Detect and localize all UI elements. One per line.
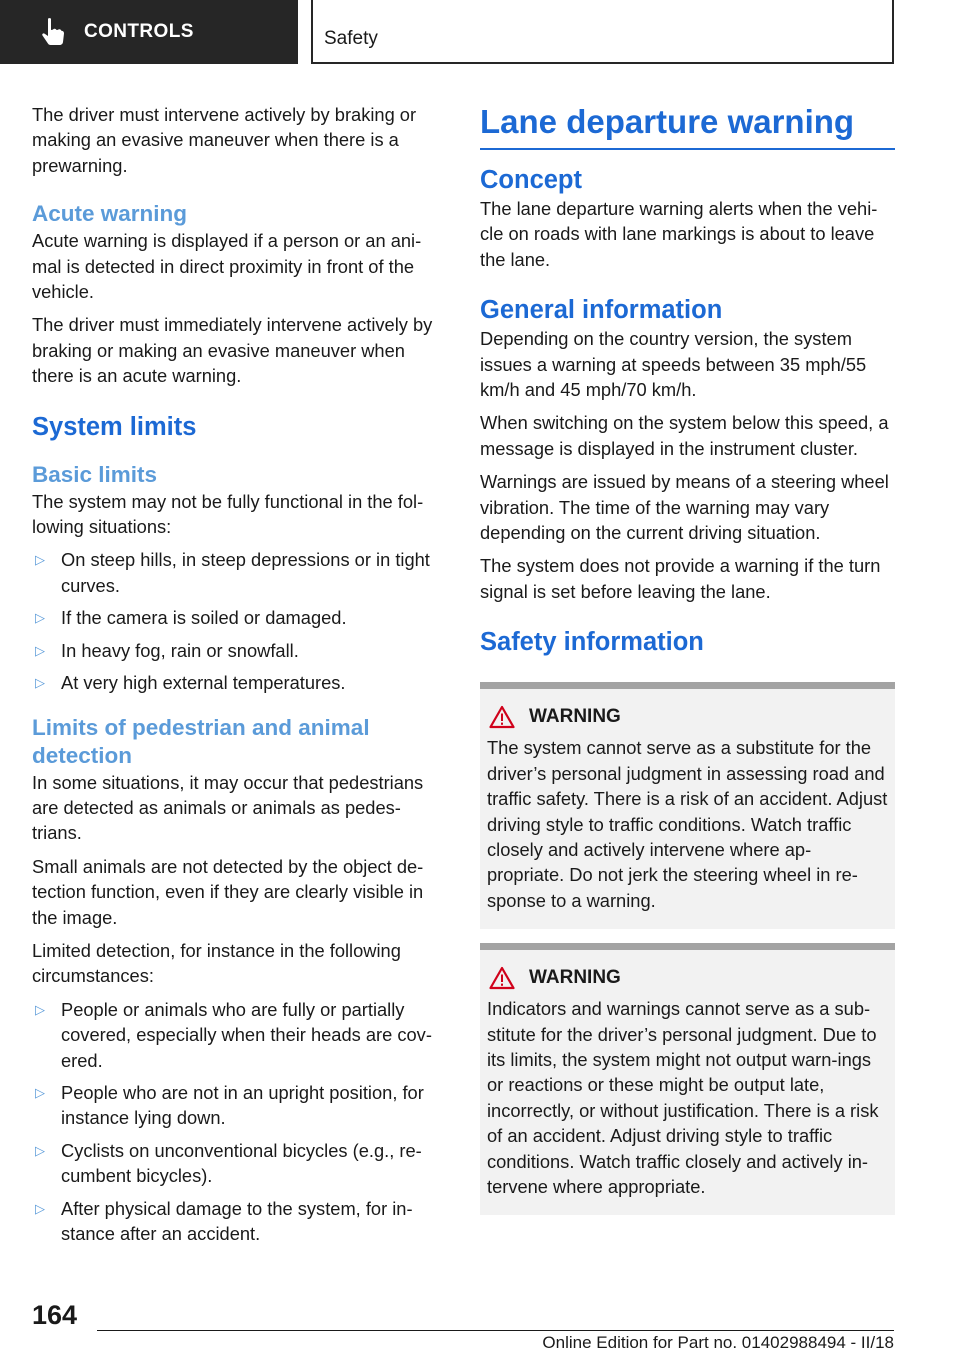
list-item (32, 1196, 448, 1247)
acute-paragraph-2: The driver must immediately intervene actively by braking or making an evasive maneuver when there is an acute warning. (32, 314, 433, 387)
bullet-triangle-icon: ▷ (35, 1200, 45, 1216)
warning-triangle-icon (489, 966, 515, 990)
warning-text: Indicators and warnings cannot serve as a sub-stitute for the driver’s personal judgment. Due to its limits, the system might not output warn-ings or reactions or these might be output late, incorrectly, or without justification. There is a risk of an accident. Adjust driving style to traffic conditions. Watch traffic closely and actively in-tervene where appropriate. (487, 998, 879, 1197)
intro-paragraph: The driver must intervene actively by braking or making an evasive maneuver when there is a prewarning. (32, 104, 417, 176)
pedestrian-paragraph-3: Limited detection, for instance in the following circumstances: (32, 939, 401, 987)
right-column (480, 102, 895, 1215)
warning-triangle-icon (489, 705, 515, 729)
concept-paragraph: The lane departure warning alerts when the vehi-cle on roads with lane markings is about to leave the lane. (480, 198, 878, 270)
bullet-triangle-icon: ▷ (35, 1084, 45, 1100)
title-divider (480, 148, 895, 150)
footer-divider (97, 1330, 894, 1331)
bullet-triangle-icon: ▷ (35, 1001, 45, 1017)
list-item-text: At very high external temperatures. (61, 672, 346, 694)
bullet-triangle-icon: ▷ (35, 610, 45, 626)
list-item-text: Cyclists on unconventional bicycles (e.g., re-cumbent bicycles). (61, 1139, 422, 1187)
general-paragraph-1: Depending on the country version, the system issues a warning at speeds between 35 mph/55 km/h and 45 mph/70 km/h. (480, 328, 867, 401)
list-item (32, 605, 448, 630)
concept-heading: Concept (480, 166, 582, 194)
list-item (32, 638, 448, 663)
acute-paragraph-1: Acute warning is displayed if a person or an ani-mal is detected in direct proximity in front of the vehicle. (32, 230, 422, 303)
bullet-triangle-icon: ▷ (35, 642, 45, 658)
general-paragraph-2: When switching on the system below this speed, a message is displayed in the instrument cluster. (480, 412, 889, 459)
warning-box (480, 682, 895, 929)
bullet-triangle-icon: ▷ (35, 675, 45, 691)
list-item-text: After physical damage to the system, for in-stance after an accident. (61, 1197, 413, 1244)
system-limits-heading: System limits (32, 412, 197, 441)
list-item-text: People who are not in an upright position, for instance lying down. (61, 1081, 424, 1129)
list-item (32, 997, 448, 1073)
list-item (32, 547, 448, 598)
pedestrian-paragraph-2: Small animals are not detected by the object de-tection function, even if they are clearly visible in the image. (32, 855, 424, 928)
list-item (32, 670, 448, 695)
bullet-triangle-icon: ▷ (35, 552, 45, 568)
section-tab (0, 0, 298, 64)
warning-box (480, 943, 895, 1215)
list-item (32, 1080, 448, 1131)
warning-header (487, 705, 888, 729)
basic-limits-heading: Basic limits (32, 461, 158, 487)
bullet-triangle-icon: ▷ (35, 1142, 45, 1158)
basic-limits-paragraph: The system may not be fully functional in the fol-lowing situations: (32, 490, 424, 538)
section-tab-label: CONTROLS (84, 21, 194, 42)
pedestrian-limits-heading: Limits of pedestrian and animal detection (32, 714, 370, 768)
acute-warning-heading: Acute warning (32, 201, 188, 227)
pedestrian-limits-list (32, 997, 448, 1247)
list-item (32, 1138, 448, 1189)
list-item-text: If the camera is soiled or damaged. (61, 607, 347, 629)
pedestrian-paragraph-1: In some situations, it may occur that pedestrians are detected as animals or animals as pedes-trians. (32, 771, 424, 844)
page-number: 164 (32, 1300, 78, 1330)
list-item-text: On steep hills, in steep depressions or in tight curves. (61, 549, 430, 596)
warning-label: WARNING (529, 967, 621, 989)
general-paragraph-3: Warnings are issued by means of a steering wheel vibration. The time of the warning may vary depending on the current driving situation. (480, 471, 889, 544)
warning-label: WARNING (529, 706, 621, 728)
section-title: Safety (324, 28, 378, 49)
general-paragraph-4: The system does not provide a warning if the turn signal is set before leaving the lane. (480, 555, 881, 602)
basic-limits-list (32, 547, 448, 695)
list-item-text: In heavy fog, rain or snowfall. (61, 639, 299, 661)
edition-note: Online Edition for Part no. 01402988494 - II/18 (542, 1333, 894, 1352)
warning-header (487, 966, 888, 990)
header-frame (311, 0, 894, 64)
left-column (32, 102, 448, 1253)
list-item-text: People or animals who are fully or partially covered, especially when their heads are cov-ered. (61, 998, 432, 1071)
general-info-heading: General information (480, 296, 723, 325)
page-title: Lane departure warning (480, 103, 855, 140)
safety-info-heading: Safety information (480, 628, 704, 657)
warning-text: The system cannot serve as a substitute for the driver’s personal judgment in assessing road and traffic safety. There is a risk of an accident. Adjust driving style to traffic conditions. Watch traffic closely and actively intervene where ap-propriate. Do not jerk the steering wheel in re-sponse to a warning. (487, 737, 888, 911)
hand-pointer-icon (40, 17, 66, 47)
